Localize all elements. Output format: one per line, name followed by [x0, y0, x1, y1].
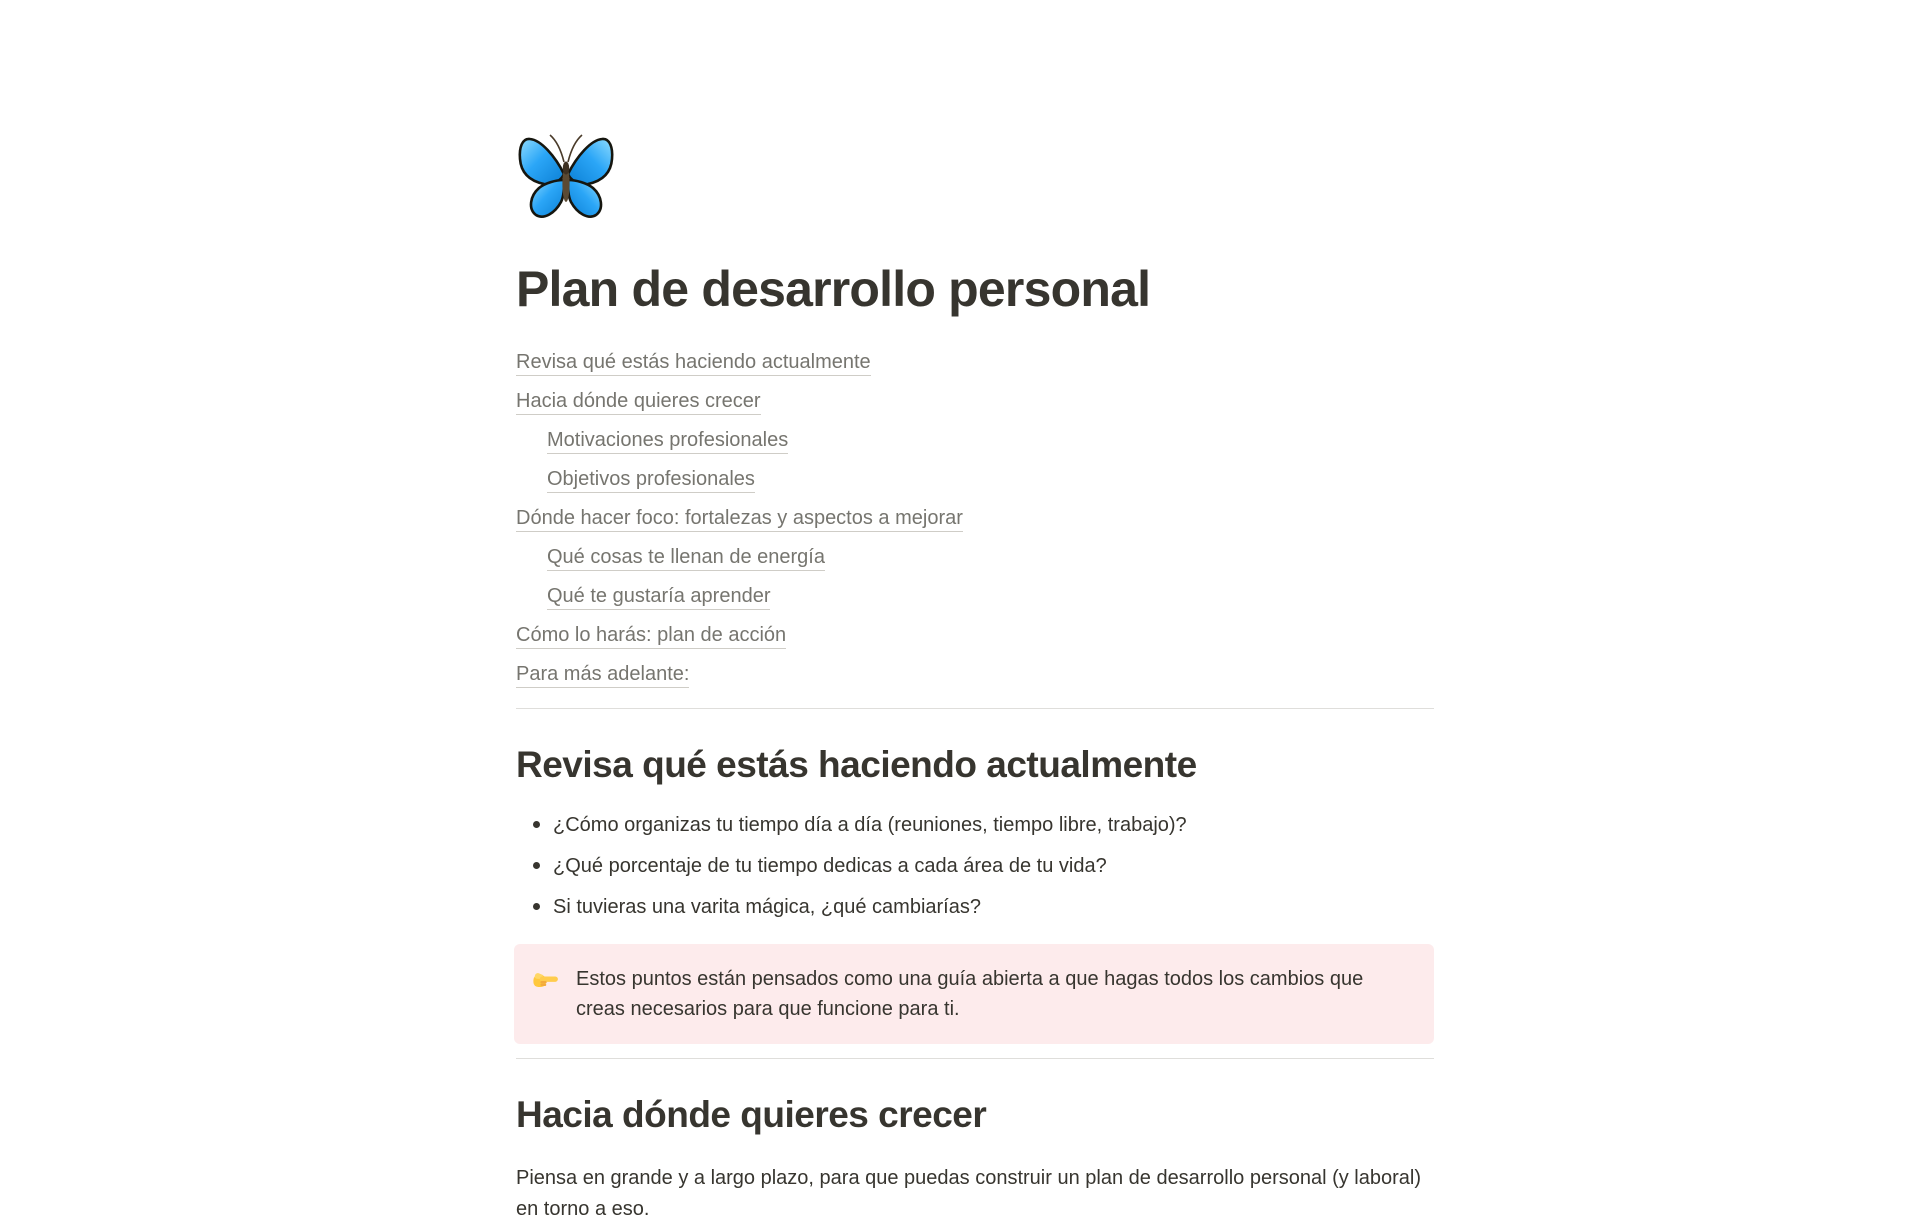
page-title: Plan de desarrollo personal [516, 261, 1151, 317]
section-revisa-que-estas-haciendo [516, 741, 1434, 1044]
section-paragraph: Piensa en grande y a largo plazo, para que puedas construir un plan de desarrollo personal (y laboral) en torno a eso. [516, 1166, 1422, 1220]
callout-text: Estos puntos están pensados como una guía abierta a que hagas todos los cambios que creas necesarios para que funcione para ti. [576, 967, 1364, 1020]
toc-link-label: Objetivos profesionales [547, 468, 755, 494]
toc-item-objetivos-profesionales[interactable] [516, 460, 1434, 499]
section-hacia-donde-quieres-crecer [516, 1091, 1434, 1225]
bullet-text: ¿Qué porcentaje de tu tiempo dedicas a cada área de tu vida? [553, 854, 1107, 877]
toc-item-que-cosas-te-llenan-de-energia[interactable] [516, 538, 1434, 577]
bullet-text: Si tuvieras una varita mágica, ¿qué cambiarías? [553, 895, 981, 918]
toc-link-label: Revisa qué estás haciendo actualmente [516, 351, 871, 377]
pointing-right-icon [532, 966, 560, 994]
bullet-text: ¿Cómo organizas tu tiempo día a día (reuniones, tiempo libre, trabajo)? [553, 813, 1187, 836]
divider [516, 708, 1434, 709]
toc-item-hacia-donde-quieres-crecer[interactable] [516, 382, 1434, 421]
toc-item-donde-hacer-foco[interactable] [516, 499, 1434, 538]
toc-item-revisa-que-estas-haciendo[interactable] [516, 343, 1434, 382]
toc-link-label: Hacia dónde quieres crecer [516, 390, 761, 416]
list-item [553, 813, 1434, 838]
toc-item-motivaciones-profesionales[interactable] [516, 421, 1434, 460]
toc-link-label: Cómo lo harás: plan de acción [516, 624, 786, 650]
toc-item-para-mas-adelante[interactable] [516, 655, 1434, 694]
toc-link-label: Dónde hacer foco: fortalezas y aspectos a mejorar [516, 507, 963, 533]
section-heading: Revisa qué estás haciendo actualmente [516, 743, 1197, 785]
toc-item-que-te-gustaria-aprender[interactable] [516, 577, 1434, 616]
list-item [553, 895, 1434, 920]
callout [514, 944, 1434, 1044]
table-of-contents [516, 343, 1434, 694]
toc-link-label: Para más adelante: [516, 663, 689, 689]
bullet-list [516, 813, 1434, 920]
toc-link-label: Motivaciones profesionales [547, 429, 788, 455]
section-heading: Hacia dónde quieres crecer [516, 1093, 987, 1135]
toc-link-label: Qué te gustaría aprender [547, 585, 770, 611]
list-item [553, 854, 1434, 879]
butterfly-icon[interactable] [516, 128, 616, 228]
toc-link-label: Qué cosas te llenan de energía [547, 546, 825, 572]
toc-item-como-lo-haras-plan-de-accion[interactable] [516, 616, 1434, 655]
document-page [516, 0, 1434, 1225]
divider [516, 1058, 1434, 1059]
